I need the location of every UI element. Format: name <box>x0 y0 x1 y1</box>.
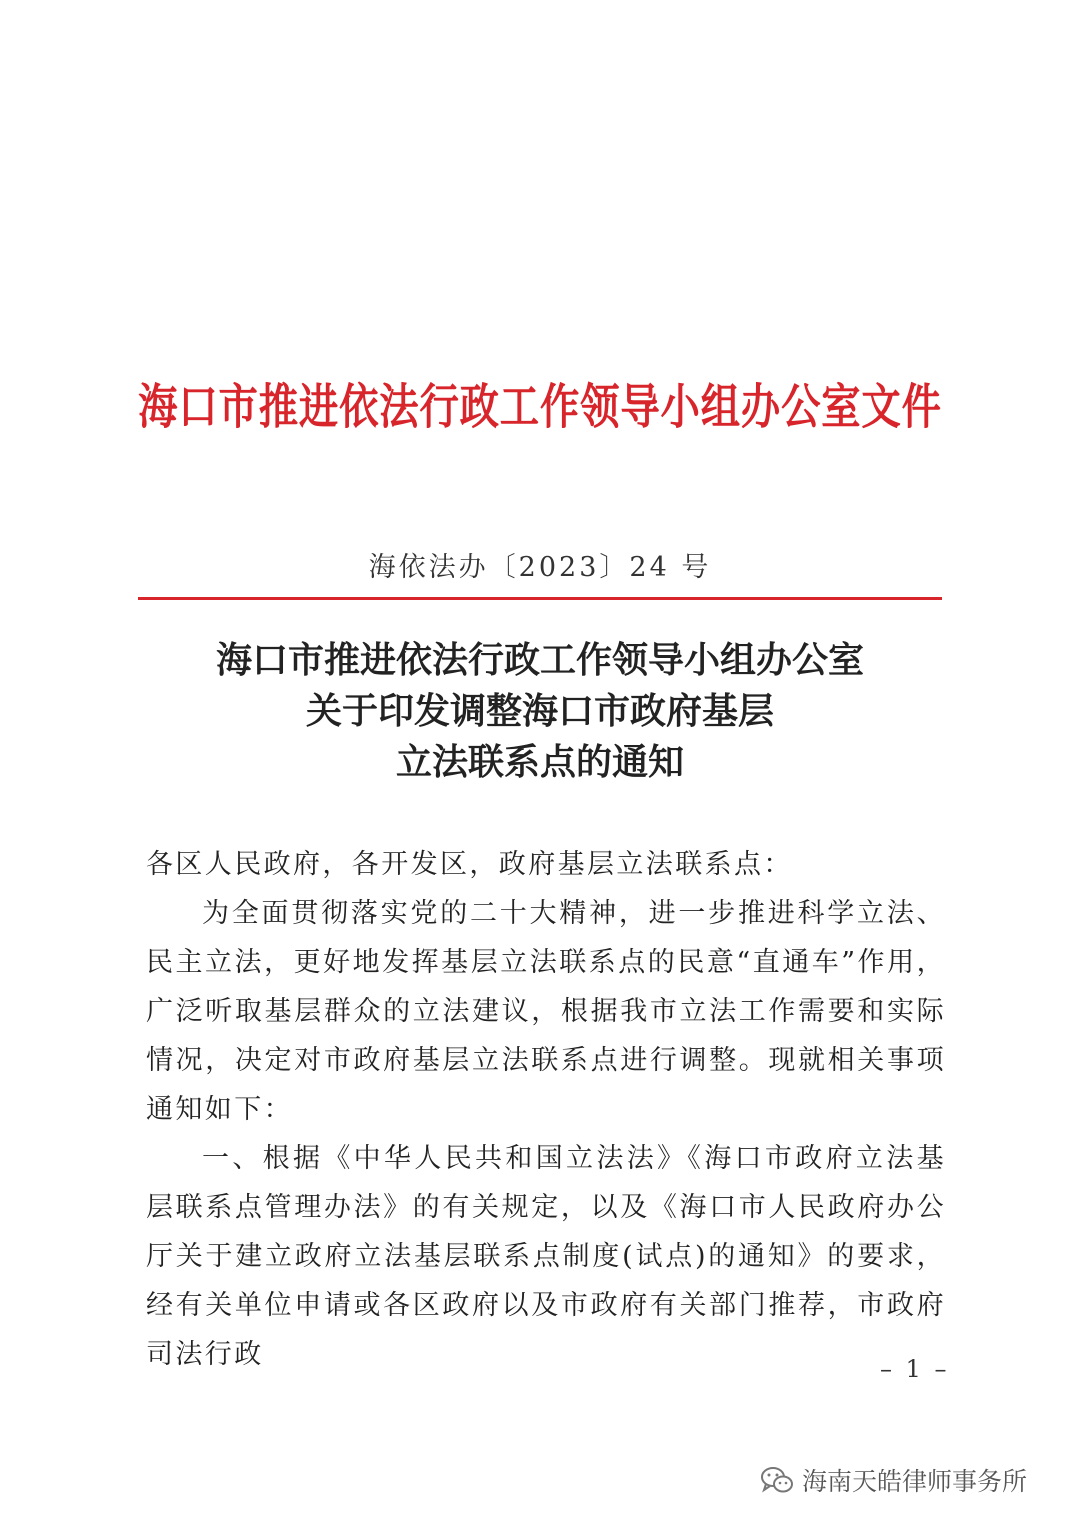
page-number: – 1 – <box>880 1355 950 1383</box>
title-line-3: 立法联系点的通知 <box>395 742 684 783</box>
wechat-icon <box>760 1465 794 1495</box>
document-number: 海依法办〔2023〕24 号 <box>368 552 712 583</box>
body-paragraph-2: 一、根据《中华人民共和国立法法》《海口市政府立法基层联系点管理办法》的有关规定，以及《海口市人民政府办公厅关于建立政府立法基层联系点制度(试点)的通知》的要求，经有关单位申请或各区政府以及市政府有关部门推荐，市政府司法行政 <box>146 1143 946 1370</box>
masthead-title: 海口市推进依法行政工作领导小组办公室文件 <box>138 379 942 435</box>
salutation: 各区人民政府，各开发区，政府基层立法联系点： <box>146 849 793 880</box>
title-line-1: 海口市推进依法行政工作领导小组办公室 <box>215 640 864 681</box>
body-paragraph-1: 为全面贯彻落实党的二十大精神，进一步推进科学立法、民主立法，更好地发挥基层立法联系点的民意“直通车”作用，广泛听取基层群众的立法建议，根据我市立法工作需要和实际情况，决定对市政府基层立法联系点进行调整。现就相关事项通知如下： <box>146 898 946 1125</box>
document-body <box>146 840 946 1379</box>
title-line-2: 关于印发调整海口市政府基层 <box>305 691 774 732</box>
watermark-text: 海南天皓律师事务所 <box>802 1467 1028 1496</box>
notice-title <box>0 635 1080 788</box>
source-watermark <box>760 1460 1027 1500</box>
red-divider-line <box>138 597 942 600</box>
